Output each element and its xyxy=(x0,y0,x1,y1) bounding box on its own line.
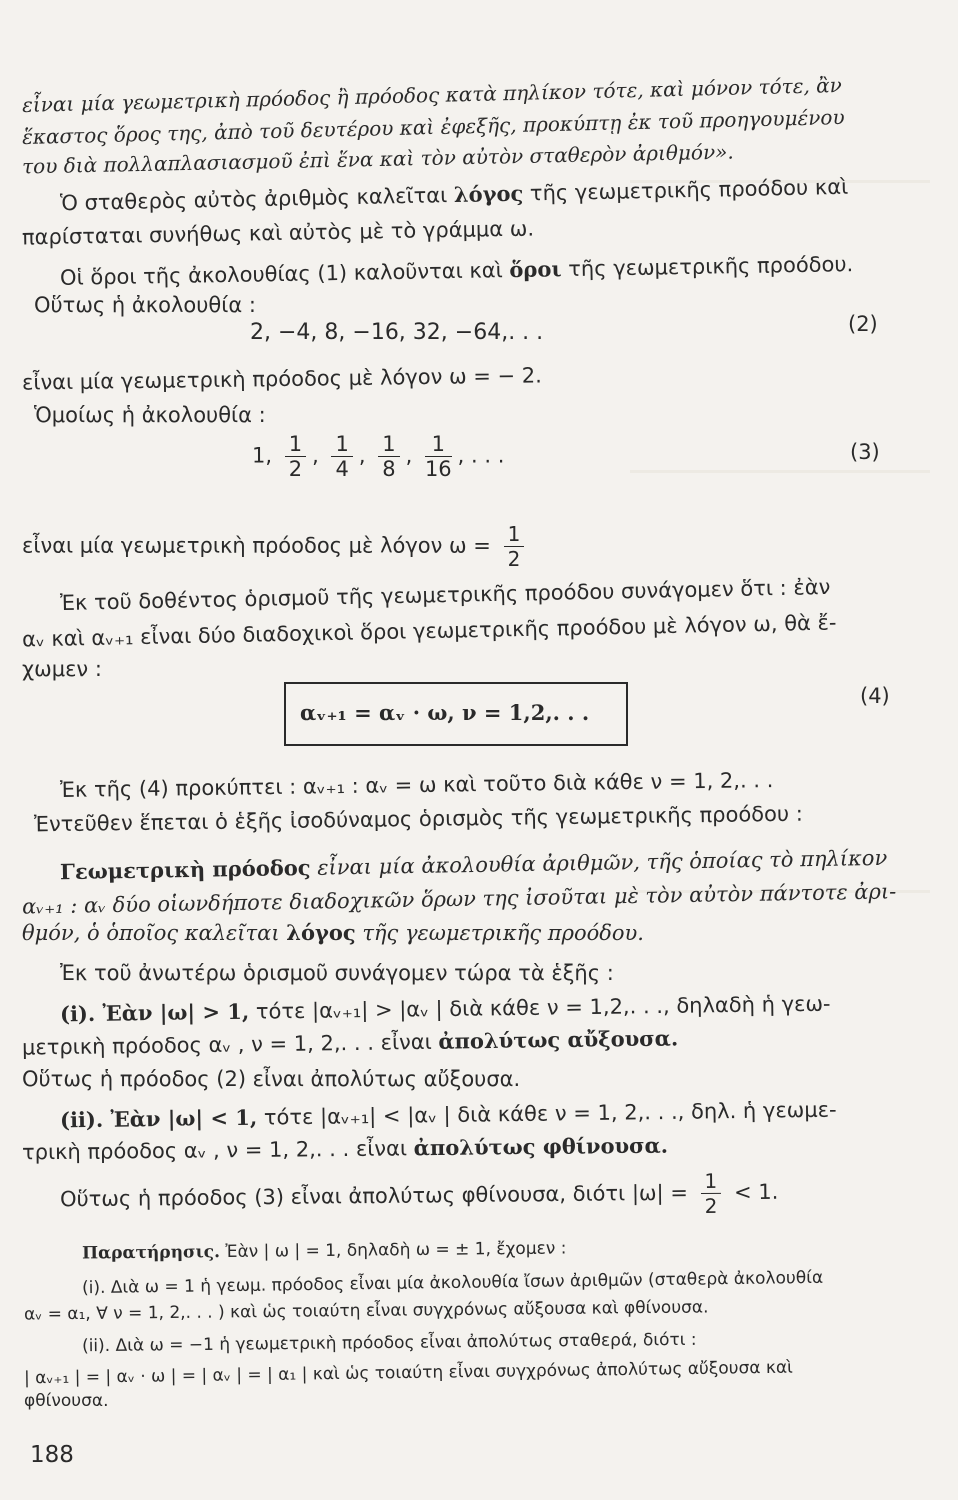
text-span: εἶναι μία γεωμετρικὴ πρόοδος μὲ λόγον ω = − 2. xyxy=(21,363,543,395)
text-span: Ἐντεῦθεν ἕπεται ὁ ἑξῆς ἰσοδύναμος ὁρισμὸς τῆς γεωμετρικῆς προόδου : xyxy=(33,801,803,837)
fraction xyxy=(700,1169,721,1218)
denominator: 16 xyxy=(424,457,452,481)
text-span: < 1. xyxy=(733,1179,779,1205)
seq-term: 1, xyxy=(252,443,273,468)
equation-text: αᵥ₊₁ = αᵥ · ω, ν = 1,2,. . . xyxy=(300,700,590,725)
text-span: μετρικὴ πρόοδος αᵥ , ν = 1, 2,. . . εἶναι xyxy=(21,1029,439,1060)
term-bold: ἀπολύτως αὔξουσα. xyxy=(438,1025,679,1054)
text-span: Ἐκ τοῦ δοθέντος ὁρισμοῦ τῆς γεωμετρικῆς προόδου συνάγομεν ὅτι : ἐὰν xyxy=(59,574,831,616)
term-bold: λόγος xyxy=(286,920,356,945)
equation-3: 1, $\frac{1}{2}$ , $\frac{1}{4}$ , $\frac{1}{8}$ , $\frac{1}{16}$ , . . . xyxy=(252,432,505,481)
fraction xyxy=(378,432,399,481)
case-label: (ii). Ἐὰν |ω| < 1, xyxy=(59,1104,258,1133)
note-line xyxy=(82,1235,567,1266)
page-number: 188 xyxy=(30,1442,74,1468)
text-span: Οἱ ὅροι τῆς ἀκολουθίας (1) καλοῦνται καὶ xyxy=(59,258,510,290)
note-line xyxy=(82,1265,823,1301)
text-span: Ὁ σταθερὸς αὐτὸς ἀριθμὸς καλεῖται xyxy=(59,183,455,216)
fraction xyxy=(285,432,306,481)
denominator: 8 xyxy=(382,457,396,481)
text-span: αᵥ καὶ αᵥ₊₁ εἶναι δύο διαδοχικοὶ ὅροι γεωμετρικῆς προόδου μὲ λόγον ω, θὰ ἔ- xyxy=(21,610,837,652)
label-text: (3) xyxy=(850,440,880,464)
text-span: αᵥ = α₁, ∀ ν = 1, 2,. . . ) καὶ ὡς τοιαύτη εἶναι συγχρόνως αὔξουσα καὶ φθίνουσα. xyxy=(23,1297,709,1325)
text-span: του διὰ πολλαπλασιασμοῦ ἐπὶ ἕνα καὶ τὸν αὐτὸν σταθερὸν ἀριθμόν». xyxy=(21,139,734,179)
seq-tail: , . . . xyxy=(457,443,505,468)
text-span: (i). Διὰ ω = 1 ἡ γεωμ. πρόοδος εἶναι μία ἀκολουθία ἴσων ἀριθμῶν (σταθερὰ ἀκολουθία xyxy=(81,1267,824,1299)
text-line xyxy=(60,1168,779,1225)
equation-2 xyxy=(250,320,543,345)
text-span: τῆς γεωμετρικῆς προόδου καὶ xyxy=(522,174,849,206)
text-line xyxy=(60,174,849,217)
fraction xyxy=(331,432,352,481)
text-span: τῆς γεωμετρικῆς προόδου. xyxy=(561,252,854,282)
text-line xyxy=(22,522,530,571)
term-bold: ἀπολύτως φθίνουσα. xyxy=(413,1132,669,1161)
text-line xyxy=(22,609,837,652)
text-span: Οὕτως ἡ πρόοδος (2) εἶναι ἀπολύτως αὔξουσα. xyxy=(22,1067,521,1091)
equation-label xyxy=(860,684,890,708)
term-bold: λόγος xyxy=(453,180,524,208)
text-span: εἶναι μία γεωμετρικὴ πρόοδος μὲ λόγον ω = xyxy=(22,533,491,558)
text-span: Ἐὰν | ω | = 1, δηλαδὴ ω = ± 1, ἔχομεν : xyxy=(219,1238,567,1263)
text-line xyxy=(60,960,614,986)
numerator: 1 xyxy=(331,432,352,457)
text-span: τότε |αᵥ₊₁| > |αᵥ | διὰ κάθε ν = 1,2,. . ., δηλαδὴ ἡ γεω- xyxy=(249,991,831,1024)
note-line xyxy=(24,1388,109,1414)
text-line xyxy=(22,878,897,919)
fraction xyxy=(504,522,525,571)
text-span: εἶναι μία ἀκολουθία ἀριθμῶν, τῆς ὁποίας τὸ πηλίκον xyxy=(310,845,888,880)
equation-label xyxy=(850,440,880,464)
text-span: (ii). Διὰ ω = −1 ἡ γεωμετρικὴ πρόοδος εἶναι ἀπολύτως σταθερά, διότι : xyxy=(81,1329,697,1357)
text-span: τρικὴ πρόοδος αᵥ , ν = 1, 2,. . . εἶναι xyxy=(21,1136,414,1165)
text-span: εἶναι μία γεωμετρικὴ πρόοδος ἢ πρόοδος κατὰ πηλίκον τότε, καὶ μόνον τότε, ἂν xyxy=(21,72,843,118)
text-span: χωμεν : xyxy=(22,657,102,681)
text-span: Οὕτως ἡ πρόοδος (3) εἶναι ἀπολύτως φθίνουσα, διότι |ω| = xyxy=(59,1180,689,1212)
text-line xyxy=(34,801,803,838)
text-line xyxy=(22,1066,520,1092)
label-text: (4) xyxy=(860,684,890,708)
numerator: 1 xyxy=(285,432,306,457)
text-line xyxy=(22,216,534,251)
text-span: τότε |αᵥ₊₁| < |αᵥ | διὰ κάθε ν = 1, 2,. . ., δηλ. ἡ γεωμε- xyxy=(257,1097,837,1130)
text-line xyxy=(60,1097,837,1134)
text-span: ἕκαστος ὅρος της, ἀπὸ τοῦ δευτέρου καὶ ἐφεξῆς, προκύπτῃ ἐκ τοῦ προηγουμένου xyxy=(21,104,845,150)
text-line xyxy=(22,1025,679,1060)
text-line xyxy=(60,574,831,616)
text-span: Ἐκ τοῦ ἀνωτέρω ὁρισμοῦ συνάγομεν τώρα τὰ ἑξῆς : xyxy=(60,961,614,985)
text-line xyxy=(60,991,831,1028)
text-span: | αᵥ₊₁ | = | αᵥ · ω | = | αᵥ | = | α₁ | καὶ ὡς τοιαύτη εἶναι συγχρόνως ἀπολύτως αὔξουσα καὶ xyxy=(23,1357,794,1389)
denominator: 2 xyxy=(704,1193,718,1219)
text-line xyxy=(34,292,256,318)
bleed-through-mark xyxy=(630,470,930,473)
numerator: 1 xyxy=(425,432,452,457)
term-bold: ὅροι xyxy=(509,256,562,283)
text-line xyxy=(22,1133,668,1166)
label-text: (2) xyxy=(848,312,878,336)
text-span: Οὕτως ἡ ἀκολουθία : xyxy=(34,293,256,317)
text-line xyxy=(60,767,774,803)
equation-text: 2, −4, 8, −16, 32, −64,. . . xyxy=(250,320,544,345)
text-span: Ἐκ τῆς (4) προκύπτει : αᵥ₊₁ : αᵥ = ω καὶ τοῦτο διὰ κάθε ν = 1, 2,. . . xyxy=(59,768,774,802)
text-line xyxy=(22,362,542,395)
text-line xyxy=(60,251,854,291)
text-span: τῆς γεωμετρικῆς προόδου. xyxy=(355,921,644,945)
text-line xyxy=(60,845,888,885)
denominator: 2 xyxy=(507,547,521,571)
numerator: 1 xyxy=(378,432,399,457)
numerator: 1 xyxy=(504,522,525,547)
definition-term: Γεωμετρικὴ πρόοδος xyxy=(59,854,311,885)
text-span: αᵥ₊₁ : αᵥ δύο οἱωνδήποτε διαδοχικῶν ὅρων της ἰσοῦται μὲ τὸν αὐτὸν πάντοτε ἀρι- xyxy=(21,879,897,919)
case-label: (i). Ἐὰν |ω| > 1, xyxy=(59,998,250,1027)
note-heading: Παρατήρησις. xyxy=(81,1242,221,1264)
text-line xyxy=(22,920,644,946)
note-line xyxy=(82,1327,697,1359)
fraction xyxy=(425,432,452,481)
text-span: Ὁμοίως ἡ ἀκολουθία : xyxy=(34,403,266,427)
denominator: 2 xyxy=(288,457,303,481)
text-line xyxy=(22,656,102,682)
equation-4 xyxy=(300,700,589,725)
denominator: 4 xyxy=(335,457,349,481)
text-span: φθίνουσα. xyxy=(24,1391,109,1411)
text-span: παρίσταται συνήθως καὶ αὐτὸς μὲ τὸ γράμμα ω. xyxy=(21,216,535,250)
equation-label xyxy=(848,312,878,336)
text-line xyxy=(34,402,266,428)
note-line xyxy=(24,1355,793,1392)
numerator: 1 xyxy=(700,1169,721,1194)
text-span: θμόν, ὁ ὁποῖος καλεῖται xyxy=(22,921,287,945)
